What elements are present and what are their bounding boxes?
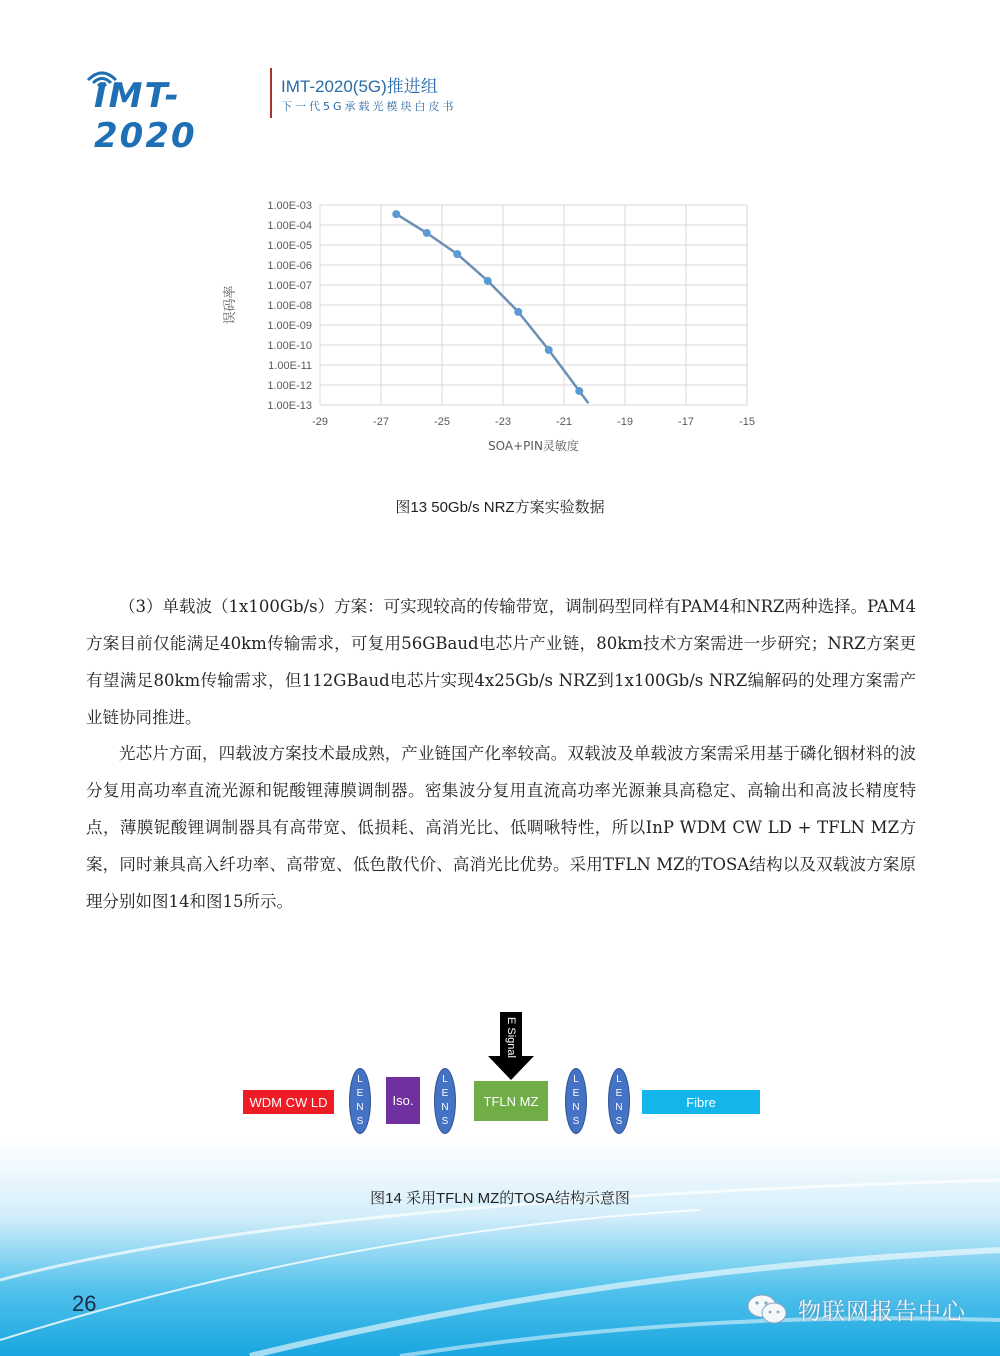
svg-text:1.00E-11: 1.00E-11 [268, 360, 312, 372]
header-title: IMT-2020(5G)推进组 [281, 77, 438, 96]
svg-text:-23: -23 [495, 416, 511, 428]
lens-letter: N [441, 1102, 449, 1113]
svg-text:1.00E-12: 1.00E-12 [267, 380, 312, 392]
lens-letter: E [615, 1088, 623, 1099]
header-subtitle: 下一代5G承载光模块白皮书 [281, 100, 457, 113]
page-number: 26 [72, 1291, 97, 1316]
fibre-block: Fibre [642, 1090, 760, 1114]
svg-text:1.00E-08: 1.00E-08 [267, 300, 312, 312]
lens-4 [608, 1068, 630, 1134]
imt2020-logo [84, 64, 264, 156]
header-divider [270, 68, 272, 118]
figure13-caption: 图13 50Gb/s NRZ方案实验数据 [395, 499, 605, 516]
lens-letter: E [441, 1088, 449, 1099]
svg-text:SOA+PIN灵敏度: SOA+PIN灵敏度 [488, 439, 579, 453]
lens-letter: S [615, 1116, 623, 1127]
svg-text:-19: -19 [617, 416, 633, 428]
lens-letter: N [356, 1102, 364, 1113]
isolator-block: Iso. [386, 1077, 420, 1124]
svg-text:1.00E-13: 1.00E-13 [267, 400, 312, 412]
tfln-mz-block: TFLN MZ [474, 1081, 548, 1121]
paragraph-optical-chip: 光芯片方面，四载波方案技术最成熟，产业链国产化率较高。双载波及单载波方案需采用基于磷化铟材料的波分复用高功率直流光源和铌酸锂薄膜调制器。密集波分复用直流高功率光源兼具高稳定、高输出和高波长精度特点，薄膜铌酸锂调制器具有高带宽、低损耗、高消光比、低啁啾特性，所以InP WDM CW LD + TFLN MZ方案，同时兼具高入纤功率、高带宽、低色散代价、高消光比优势。采用TFLN MZ的TOSA结构以及双载波方案原理分别如图14和图15所示。 [86, 744, 916, 911]
svg-text:1.00E-07: 1.00E-07 [267, 280, 312, 292]
svg-text:1.00E-04: 1.00E-04 [267, 220, 312, 232]
svg-text:-17: -17 [678, 416, 694, 428]
lens-letter: L [573, 1074, 579, 1085]
svg-text:1.00E-05: 1.00E-05 [267, 240, 312, 252]
ber-chart [220, 190, 770, 460]
wdm-cw-ld-block: WDM CW LD [243, 1090, 334, 1114]
svg-text:1.00E-06: 1.00E-06 [267, 260, 312, 272]
lens-letter: E [356, 1088, 364, 1099]
logo-text: IMT-2020 [94, 76, 197, 156]
wechat-icon [746, 1292, 790, 1326]
watermark [746, 1292, 966, 1326]
lens-letter: N [615, 1102, 623, 1113]
svg-text:-21: -21 [556, 416, 572, 428]
paragraph-single-carrier: （3）单载波（1x100Gb/s）方案：可实现较高的传输带宽，调制码型同样有PAM4和NRZ两种选择。PAM4方案目前仅能满足40km传输需求，可复用56GBaud电芯片产业链，80km技术方案需进一步研究；NRZ方案更有望满足80km传输需求，但112GBaud电芯片实现4x25Gb/s NRZ到1x100Gb/s NRZ编解码的处理方案需产业链协同推进。 [86, 597, 916, 727]
e-signal-label: E Signal [505, 1016, 517, 1058]
lens-letter: E [572, 1088, 580, 1099]
svg-text:-29: -29 [312, 416, 328, 428]
lens-letter: N [572, 1102, 580, 1113]
chart-canvas [220, 190, 770, 460]
lens-letter: L [616, 1074, 622, 1085]
svg-text:-27: -27 [373, 416, 389, 428]
svg-text:1.00E-09: 1.00E-09 [267, 320, 312, 332]
watermark-text: 物联网报告中心 [798, 1298, 966, 1325]
lens-3 [565, 1068, 587, 1134]
lens-letter: L [442, 1074, 448, 1085]
figure14-caption: 图14 采用TFLN MZ的TOSA结构示意图 [370, 1190, 630, 1207]
svg-text:-25: -25 [434, 416, 450, 428]
lens-2 [434, 1068, 456, 1134]
svg-text:1.00E-10: 1.00E-10 [267, 340, 312, 352]
lens-letter: S [441, 1116, 449, 1127]
e-signal-arrow [488, 1012, 534, 1080]
svg-text:1.00E-03: 1.00E-03 [267, 200, 312, 212]
lens-letter: L [357, 1074, 363, 1085]
svg-text:误码率: 误码率 [223, 285, 238, 325]
lens-letter: S [572, 1116, 580, 1127]
svg-text:-15: -15 [739, 416, 755, 428]
lens-1 [349, 1068, 371, 1134]
lens-letter: S [356, 1116, 364, 1127]
